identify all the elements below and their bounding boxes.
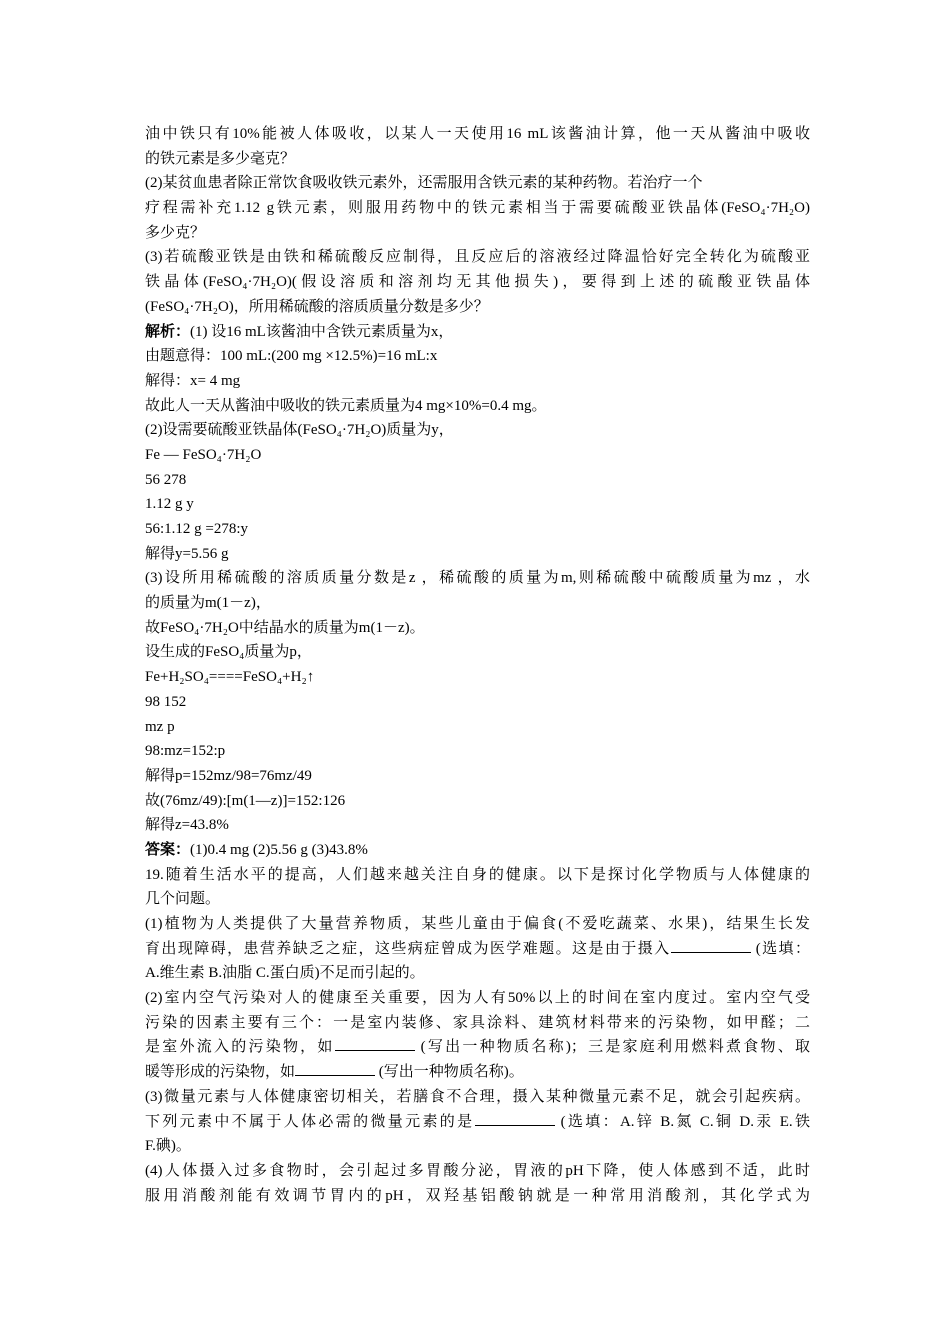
- text-line: [145, 122, 810, 147]
- line-text: 育出现障碍，患营养缺乏之症，这些病症曾成为医学难题。这是由于摄入: [145, 940, 671, 957]
- answer-blank[interactable]: [671, 938, 751, 953]
- line-text: 是室外流入的污染物，如: [145, 1039, 335, 1056]
- text-line: [145, 789, 810, 814]
- line-text: 56 278: [145, 471, 187, 488]
- line-text: (1)0.4 mg (2)5.56 g (3)43.8%: [190, 841, 368, 858]
- line-text: 故此人一天从酱油中吸收的铁元素质量为4 mg×10%=0.4 mg。: [145, 397, 547, 414]
- line-text: 油中铁只有10%能被人体吸收，以某人一天使用16 mL该酱油计算，他一天从酱油中吸收: [145, 126, 810, 142]
- text-line: [145, 221, 810, 246]
- text-line: [145, 320, 810, 345]
- section-label: 答案：: [145, 841, 191, 858]
- line-text: 暖等形成的污染物，如: [145, 1064, 296, 1081]
- line-text-after: (写出一种物质名称)；三是家庭利用燃料煮食物、取: [414, 1039, 810, 1056]
- text-line: [145, 245, 810, 270]
- text-line: [145, 443, 810, 468]
- line-text: 服用消酸剂能有效调节胃内的pH，双羟基铝酸钠就是一种常用消酸剂，其化学式为: [145, 1187, 810, 1204]
- text-line: [145, 517, 810, 542]
- text-line: [145, 764, 810, 789]
- line-text-after: (选填：A.锌 B.氮 C.铜 D.汞 E.铁: [554, 1113, 810, 1130]
- text-line: [145, 912, 810, 937]
- text-line: [145, 171, 810, 196]
- line-text: 下列元素中不属于人体必需的微量元素的是: [145, 1113, 475, 1130]
- text-line: [145, 344, 810, 369]
- text-line: [145, 1060, 810, 1085]
- text-line: [145, 813, 810, 838]
- text-line: [145, 665, 810, 690]
- line-text: (2)某贫血患者除正常饮食吸收铁元素外，还需服用含铁元素的某种药物。若治疗一个: [145, 175, 703, 192]
- text-line: [145, 887, 810, 912]
- text-line: [145, 961, 810, 986]
- line-text: 19.随着生活水平的提高，人们越来越关注自身的健康。以下是探讨化学物质与人体健康的: [145, 866, 810, 883]
- line-text: 解得：x= 4 mg: [145, 372, 241, 389]
- line-text: F.碘)。: [145, 1138, 191, 1155]
- line-text: (2)设需要硫酸亚铁晶体(FeSO₄·7H₂O)质量为y，: [145, 422, 454, 439]
- line-text: (2)室内空气污染对人的健康至关重要，因为人有50%以上的时间在室内度过。室内空气受: [145, 990, 810, 1007]
- line-text: 故FeSO₄·7H₂O中结晶水的质量为m(1－z)。: [145, 619, 425, 636]
- text-line: [145, 1184, 810, 1209]
- line-text-after: (选填：: [750, 940, 810, 957]
- text-line: [145, 542, 810, 567]
- line-text: 污染的因素主要有三个：一是室内装修、家具涂料、建筑材料带来的污染物，如甲醛；二: [145, 1014, 810, 1031]
- line-text: (3)微量元素与人体健康密切相关，若膳食不合理，摄入某种微量元素不足，就会引起疾病。: [145, 1088, 810, 1105]
- line-text-after: (写出一种物质名称)。: [375, 1064, 524, 1081]
- text-line: [145, 295, 810, 320]
- line-text: 几个问题。: [145, 891, 221, 908]
- line-text: 98:mz=152:p: [145, 743, 226, 760]
- text-line: [145, 468, 810, 493]
- line-text: 解得p=152mz/98=76mz/49: [145, 767, 312, 784]
- line-text: 56:1.12 g =278:y: [145, 521, 249, 537]
- text-line: [145, 1110, 810, 1135]
- text-line: [145, 591, 810, 616]
- text-line: [145, 492, 810, 517]
- text-line: [145, 196, 810, 221]
- line-text: mz p: [145, 718, 175, 735]
- line-text: 1.12 g y: [145, 496, 194, 513]
- line-text: 铁晶体(FeSO₄·7H₂O)(假设溶质和溶剂均无其他损失)，要得到上述的硫酸亚铁晶体: [145, 274, 810, 291]
- line-text: 98 152: [145, 693, 187, 710]
- line-text: A.维生素 B.油脂 C.蛋白质)不足而引起的。: [145, 965, 425, 982]
- line-text: (1) 设16 mL该酱油中含铁元素质量为x，: [190, 323, 454, 340]
- text-line: [145, 640, 810, 665]
- answer-blank[interactable]: [295, 1061, 375, 1076]
- text-line: [145, 1011, 810, 1036]
- line-text: (3)设所用稀硫酸的溶质质量分数是z ，稀硫酸的质量为m,则稀硫酸中硫酸质量为mz ，水: [145, 570, 810, 587]
- line-text: (3)若硫酸亚铁是由铁和稀硫酸反应制得，且反应后的溶液经过降温恰好完全转化为硫酸亚: [145, 249, 810, 266]
- text-line: [145, 1035, 810, 1060]
- line-text: (FeSO₄·7H₂O)，所用稀硫酸的溶质质量分数是多少？: [145, 298, 489, 315]
- text-line: [145, 986, 810, 1011]
- text-line: [145, 147, 810, 172]
- text-line: [145, 739, 810, 764]
- line-text: 多少克？: [145, 224, 206, 241]
- text-line: [145, 369, 810, 394]
- line-text: 设生成的FeSO₄质量为p，: [145, 644, 312, 661]
- document-page: [145, 122, 810, 1208]
- line-text: 解得z=43.8%: [145, 817, 229, 834]
- text-line: [145, 937, 810, 962]
- text-line: [145, 1085, 810, 1110]
- text-line: [145, 418, 810, 443]
- text-line: [145, 270, 810, 295]
- text-line: [145, 616, 810, 641]
- text-line: [145, 566, 810, 591]
- answer-blank[interactable]: [475, 1111, 555, 1126]
- line-text: 的铁元素是多少毫克？: [145, 150, 296, 167]
- line-text: 的质量为m(1－z)，: [145, 595, 271, 612]
- line-text: Fe+H₂SO₄====FeSO₄+H₂↑: [145, 669, 315, 686]
- text-line: [145, 1134, 810, 1159]
- text-line: [145, 715, 810, 740]
- line-text: (1)植物为人类提供了大量营养物质，某些儿童由于偏食(不爱吃蔬菜、水果)，结果生长发: [145, 916, 810, 932]
- text-line: [145, 838, 810, 863]
- text-line: [145, 863, 810, 888]
- answer-blank[interactable]: [335, 1036, 415, 1051]
- line-text: 故(76mz/49):[m(1—z)]=152:126: [145, 792, 346, 809]
- line-text: (4)人体摄入过多食物时，会引起过多胃酸分泌，胃液的pH下降，使人体感到不适，此时: [145, 1162, 810, 1179]
- section-label: 解析：: [145, 323, 191, 340]
- line-text: 由题意得：100 mL:(200 mg ×12.5%)=16 mL:x: [145, 348, 438, 365]
- line-text: Fe — FeSO₄·7H₂O: [145, 446, 262, 463]
- text-line: [145, 1159, 810, 1184]
- line-text: 解得y=5.56 g: [145, 545, 229, 562]
- text-line: [145, 690, 810, 715]
- line-text: 疗程需补充1.12 g铁元素，则服用药物中的铁元素相当于需要硫酸亚铁晶体(FeSO₄·7H₂O): [145, 200, 810, 217]
- text-line: [145, 394, 810, 419]
